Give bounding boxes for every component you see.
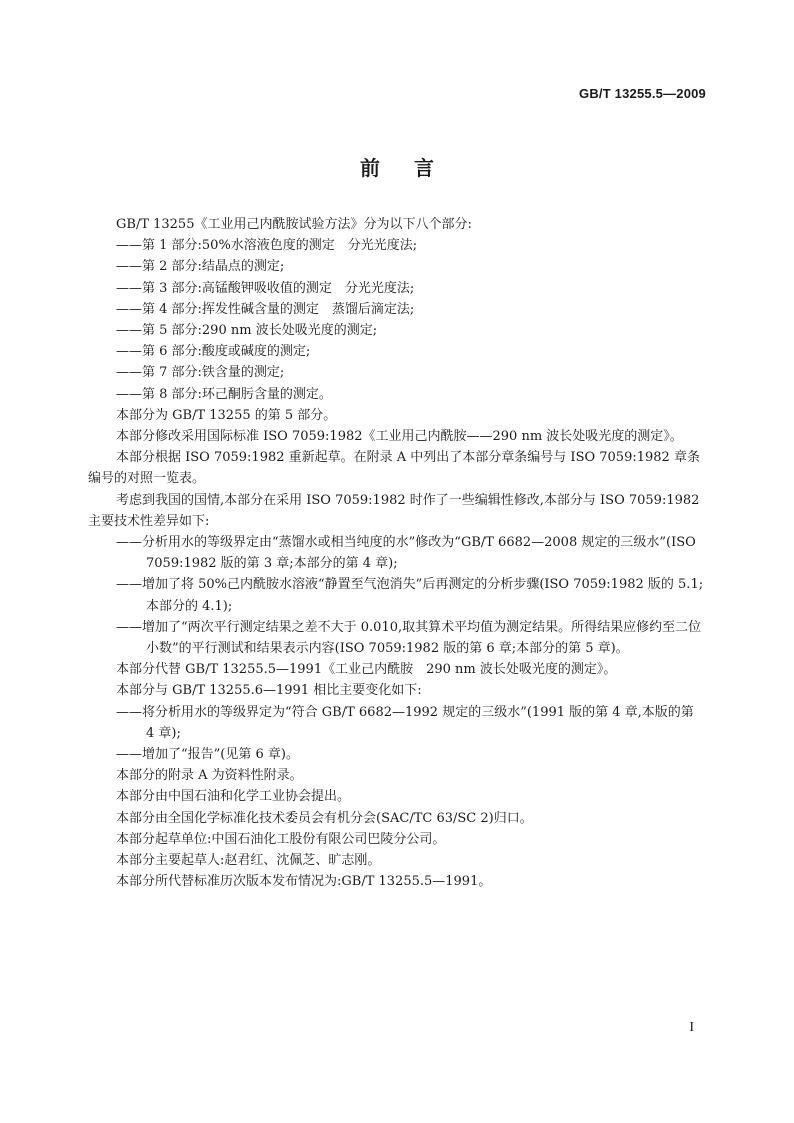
- paragraph: 本部分与 GB/T 13255.6—1991 相比主要变化如下:: [116, 683, 422, 699]
- list-item: ——第 2 部分:结晶点的测定;: [116, 259, 285, 275]
- foreword-body: [88, 214, 706, 893]
- list-item: ——第 7 部分:铁含量的测定;: [116, 365, 285, 381]
- paragraph: 本部分起草单位:中国石油化工股份有限公司巴陵分公司。: [116, 831, 446, 847]
- paragraph: 本部分为 GB/T 13255 的第 5 部分。: [116, 407, 337, 423]
- list-item: ——分析用水的等级界定由“蒸馏水或相当纯度的水”修改为“GB/T 6682—2008 规定的三级水”(ISO 7059:1982 版的第 3 章;本部分的第 4 章);: [116, 535, 696, 572]
- paragraph: 本部分由中国石油和化学工业协会提出。: [116, 789, 351, 805]
- paragraph: 本部分由全国化学标准化技术委员会有机分会(SAC/TC 63/SC 2)归口。: [116, 810, 533, 826]
- paragraph: 本部分所代替标准历次版本发布情况为:GB/T 13255.5—1991。: [116, 874, 492, 890]
- list-item: ——第 3 部分:高锰酸钾吸收值的测定 分光光度法;: [116, 280, 415, 296]
- list-item: ——将分析用水的等级界定为“符合 GB/T 6682—1992 规定的三级水”(1991 版的第 4 章,本版的第 4 章);: [116, 704, 694, 741]
- list-item: ——增加了“两次平行测定结果之差不大于 0.010,取其算术平均值为测定结果。所得结果应修约至二位小数”的平行测试和结果表示内容(ISO 7059:1982 版的第 6 章;本部分的第 5 章)。: [116, 619, 702, 657]
- paragraph: GB/T 13255《工业用己内酰胺试验方法》分为以下八个部分:: [116, 217, 472, 232]
- paragraph: 考虑到我国的国情,本部分在采用 ISO 7059:1982 时作了一些编辑性修改,本部分与 ISO 7059:1982 主要技术性差异如下:: [88, 492, 700, 529]
- page-title: 前言: [360, 156, 468, 180]
- paragraph: 本部分修改采用国际标准 ISO 7059:1982《工业用己内酰胺——290 nm 波长处吸光度的测定》。: [116, 429, 683, 445]
- list-item: ——第 4 部分:挥发性碱含量的测定 蒸馏后滴定法;: [116, 301, 415, 317]
- list-item: ——增加了“报告”(见第 6 章)。: [116, 747, 299, 763]
- list-item: ——第 6 部分:酸度或碱度的测定;: [116, 344, 311, 360]
- paragraph: 本部分根据 ISO 7059:1982 重新起草。在附录 A 中列出了本部分章条编号与 ISO 7059:1982 章条编号的对照一览表。: [88, 450, 700, 487]
- paragraph: 本部分主要起草人:赵君红、沈佩芝、旷志刚。: [116, 853, 381, 869]
- standard-number: GB/T 13255.5—2009: [579, 86, 706, 101]
- paragraph: 本部分的附录 A 为资料性附录。: [116, 768, 303, 784]
- list-item: ——第 8 部分:环己酮肟含量的测定。: [116, 386, 332, 402]
- page-number: I: [689, 1020, 694, 1035]
- paragraph: 本部分代替 GB/T 13255.5—1991《工业己内酰胺 290 nm 波长处吸光度的测定》。: [116, 662, 617, 678]
- list-item: ——第 1 部分:50%水溶液色度的测定 分光光度法;: [116, 238, 418, 254]
- list-item: ——增加了将 50%己内酰胺水溶液“静置至气泡消失”后再测定的分析步骤(ISO 7059:1982 版的 5.1;本部分的 4.1);: [116, 577, 704, 614]
- list-item: ——第 5 部分:290 nm 波长处吸光度的测定;: [116, 323, 378, 339]
